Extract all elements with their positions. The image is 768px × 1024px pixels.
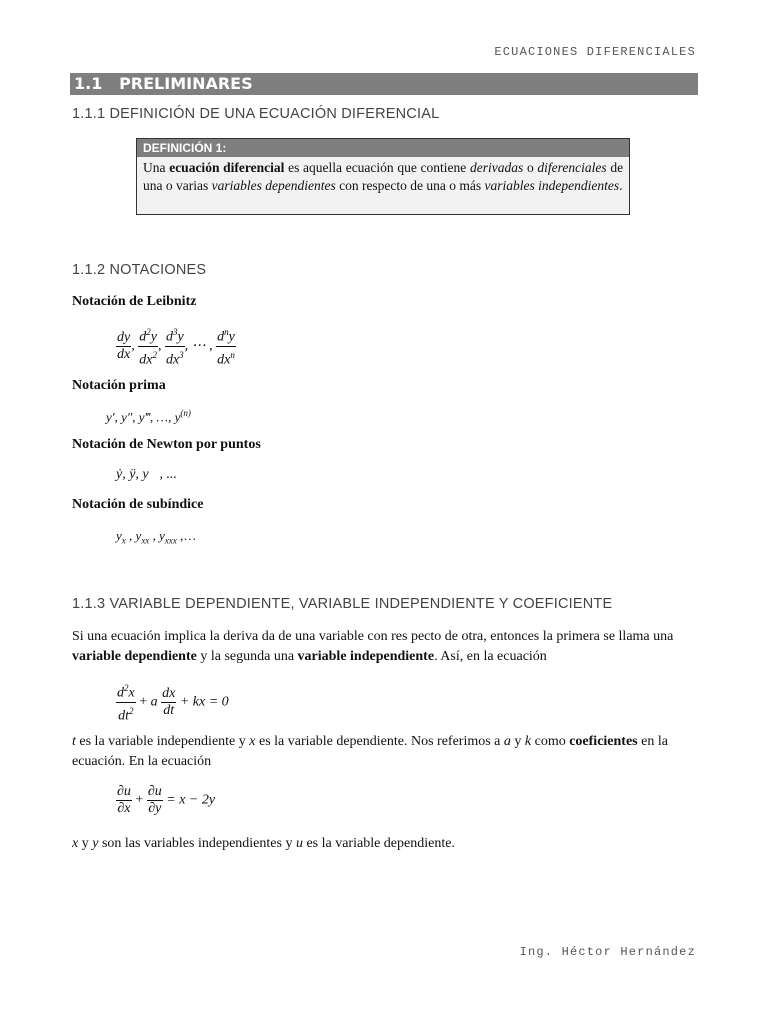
subscript-formula: $y_x$ , $y_{xx}$ , $y_{xxx}$ ,… [116,528,197,546]
footer-author: Ing. Héctor Hernández [519,945,696,959]
running-header: ECUACIONES DIFERENCIALES [494,45,696,59]
equation-partial: $\frac{\partial u}{\partial x}$ + $\frac{\partial u}{\partial y}$ = x − 2y [117,784,216,816]
leibniz-formula: $\frac{dy}{dx}$ , $\frac{d^2y}{dx^2}$ , $\frac{d^3y}{dx^3}$ , ⋯ , $\frac{d^ny}{dx^n}$ [116,324,236,368]
subsection-title-definition: 1.1.1 DEFINICIÓN DE UNA ECUACIÓN DIFERENCIAL [72,106,440,122]
subsection-title-variables: 1.1.3 VARIABLE DEPENDIENTE, VARIABLE INDEPENDIENTE Y COEFICIENTE [72,596,613,612]
section-number: 1.1 [74,74,103,93]
newton-label: Notación de Newton por puntos [72,437,261,452]
equation-oscillator: $\frac{d^2x}{dt^2}$ + a $\frac{dx}{dt}$ + kx = 0 [116,680,229,724]
paragraph-coefficients: t es la variable independiente y x es la variable dependiente. Nos referimos a a y k como coeficientes en la ecuación. En la ecuación [72,734,668,769]
section-heading [70,73,698,95]
newton-formula: ẏ, ÿ, y⃛, ... [116,467,178,482]
paragraph-variables: Si una ecuación implica la deriva da de una variable con res pecto de otra, entonces la primera se llama una variable dependiente y la segunda una variable independiente. Así, en la ecuación [72,629,674,664]
definition-text: Una ecuación diferencial es aquella ecuación que contiene derivadas o diferenciales de una o varias variables dependientes con respecto de una o más variables independientes. [143,160,624,193]
prime-formula: y′, y″, y‴, …, $y^{(n)}$ [106,408,191,425]
section-title: PRELIMINARES [119,74,253,93]
subsection-title-notations: 1.1.2 NOTACIONES [72,262,207,278]
definition-title: DEFINICIÓN 1: [137,139,629,157]
paragraph-partial: x y y son las variables independientes y u es la variable dependiente. [72,836,455,851]
prime-label: Notación prima [72,378,166,393]
definition-box [136,138,630,215]
subscript-label: Notación de subíndice [72,497,204,512]
leibniz-label: Notación de Leibnitz [72,294,197,309]
